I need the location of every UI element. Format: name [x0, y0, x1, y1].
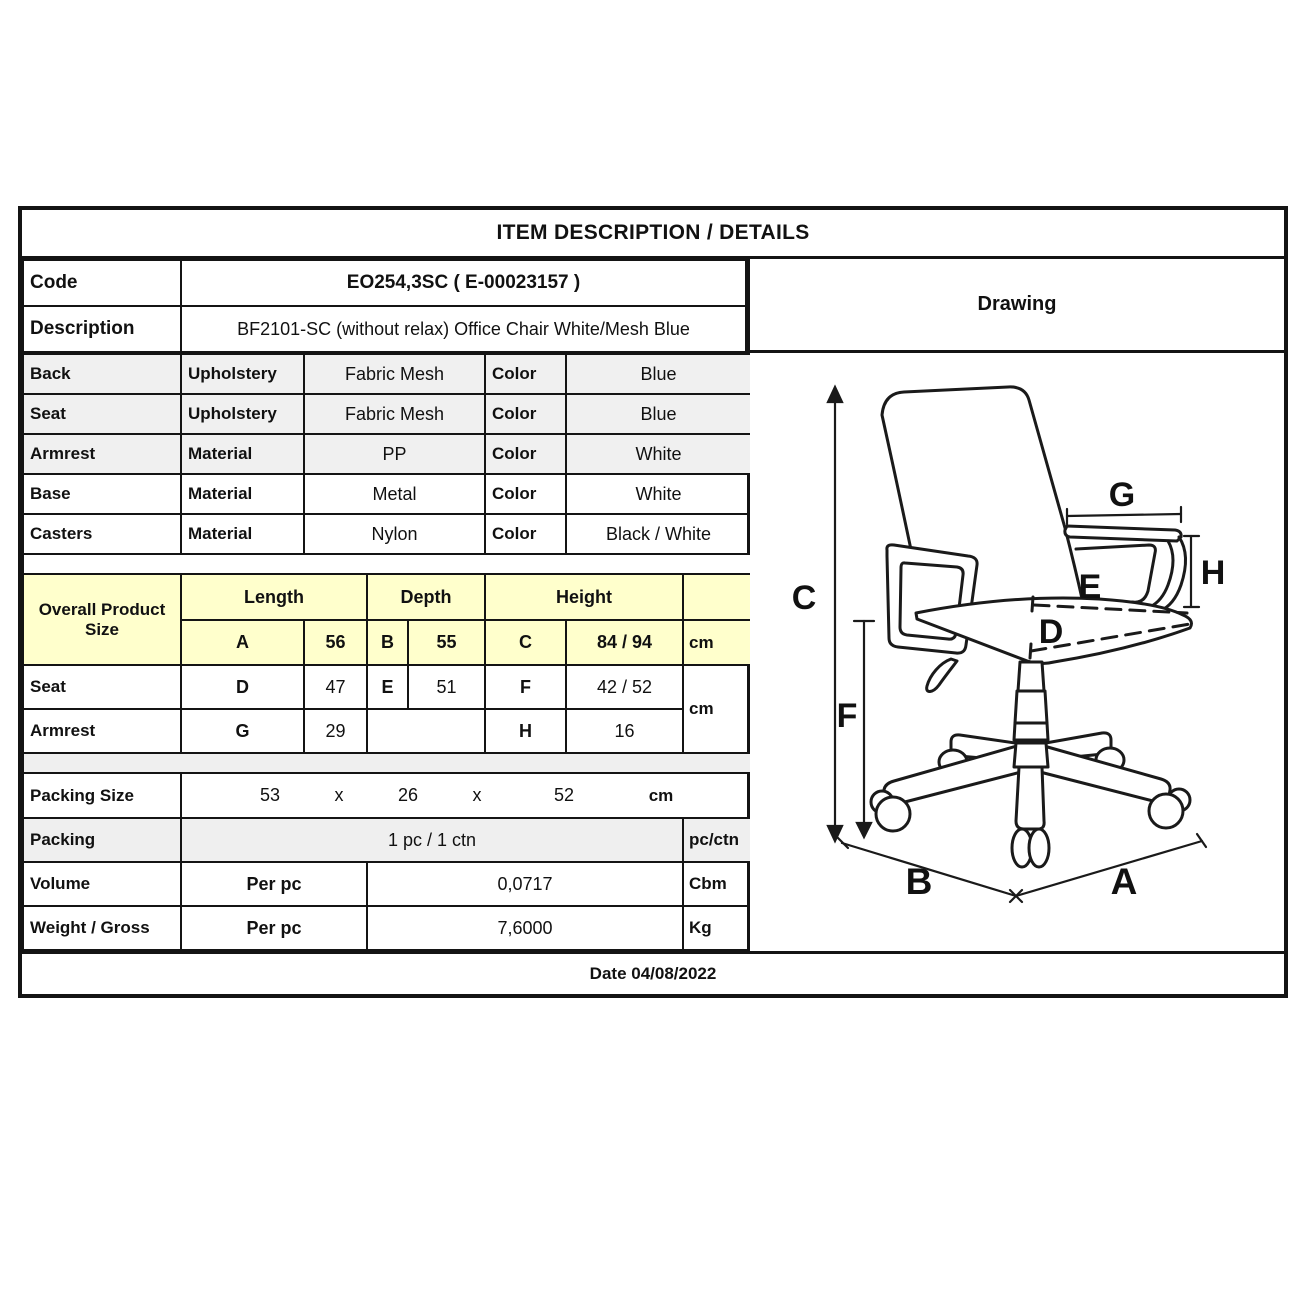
- dim-letter-b: B: [367, 620, 408, 665]
- gas-lift-mid: [1015, 691, 1047, 723]
- base-leg-front: [1016, 767, 1044, 829]
- gas-lift-top: [1018, 662, 1044, 691]
- overall-size-label: Overall Product Size: [23, 574, 181, 665]
- code-value: EO254,3SC ( E-00023157 ): [181, 260, 746, 306]
- part-label: Armrest: [23, 434, 181, 474]
- material-value: Nylon: [304, 514, 485, 554]
- empty-cell: [367, 709, 485, 753]
- seat-size-label: Seat: [23, 665, 181, 709]
- material-value: Fabric Mesh: [304, 354, 485, 394]
- dim-letter-a: A: [181, 620, 304, 665]
- dim-value-f: 42 / 52: [566, 665, 683, 709]
- weight-row: [23, 906, 751, 950]
- pack-dim-3: 52: [553, 785, 575, 805]
- color-label: Color: [485, 434, 566, 474]
- volume-label: Volume: [23, 862, 181, 906]
- height-header: Height: [485, 574, 683, 620]
- gas-lift-base: [1014, 723, 1048, 740]
- unit-cm: cm: [683, 620, 751, 665]
- sheet-title: ITEM DESCRIPTION / DETAILS: [22, 210, 1284, 259]
- color-value: Black / White: [566, 514, 751, 554]
- dim-label-d: D: [1038, 613, 1064, 651]
- dim-letter-c: C: [485, 620, 566, 665]
- arrow-down: [857, 823, 871, 837]
- empty-cell: [683, 574, 751, 620]
- dim-letter-g: G: [181, 709, 304, 753]
- material-value: PP: [304, 434, 485, 474]
- dim-letter-f: F: [485, 665, 566, 709]
- spec-sheet: [18, 206, 1288, 998]
- part-label: Base: [23, 474, 181, 514]
- volume-row: [23, 862, 751, 906]
- dim-letter-h: H: [485, 709, 566, 753]
- dim-value-h: 16: [566, 709, 683, 753]
- dim-value-e: 51: [408, 665, 485, 709]
- dim-tick: [1030, 644, 1031, 658]
- dim-label-b: B: [905, 861, 933, 902]
- arrow-up: [828, 387, 842, 402]
- packing-size-value: [181, 773, 751, 818]
- table-row-casters: [23, 514, 751, 554]
- length-header: Length: [181, 574, 367, 620]
- attr-label: Material: [181, 514, 304, 554]
- dim-tick: [1197, 834, 1206, 847]
- dim-tick: [1032, 597, 1033, 611]
- weight-per: Per pc: [181, 906, 367, 950]
- volume-value: 0,0717: [367, 862, 683, 906]
- armrest-size-row: [23, 709, 751, 753]
- description-value: BF2101-SC (without relax) Office Chair White/Mesh Blue: [181, 306, 746, 352]
- table-row-base: [23, 474, 751, 514]
- packing-row: [23, 818, 751, 862]
- packing-unit: pc/ctn: [683, 818, 751, 862]
- pack-x: x: [472, 785, 482, 805]
- dim-label-h: H: [1200, 554, 1226, 592]
- caster-wheel: [1149, 794, 1183, 828]
- color-value: Blue: [566, 354, 751, 394]
- spacer-row: [23, 753, 751, 773]
- drawing-canvas: [750, 353, 1284, 951]
- dim-value-g: 29: [304, 709, 367, 753]
- description-label: Description: [23, 306, 181, 352]
- table-row-seat: [23, 394, 751, 434]
- tilt-lever: [927, 659, 957, 692]
- dim-value-a: 56: [304, 620, 367, 665]
- packing-value: 1 pc / 1 ctn: [181, 818, 683, 862]
- code-label: Code: [23, 260, 181, 306]
- right-armrest-pad: [1065, 526, 1181, 541]
- depth-header: Depth: [367, 574, 485, 620]
- dim-label-f: F: [836, 697, 858, 735]
- spec-tables: [22, 353, 750, 951]
- dim-letter-e: E: [367, 665, 408, 709]
- dim-tick: [837, 837, 848, 848]
- color-label: Color: [485, 474, 566, 514]
- size-header-row: [23, 574, 751, 620]
- table-row-armrest: [23, 434, 751, 474]
- weight-value: 7,6000: [367, 906, 683, 950]
- armrest-size-label: Armrest: [23, 709, 181, 753]
- dim-label-a: A: [1110, 861, 1138, 902]
- pack-dim-1: 53: [259, 785, 281, 805]
- color-value: Blue: [566, 394, 751, 434]
- part-label: Casters: [23, 514, 181, 554]
- date-row: Date 04/08/2022: [22, 951, 1284, 994]
- attr-label: Upholstery: [181, 394, 304, 434]
- dim-label-g: G: [1108, 476, 1136, 514]
- pack-dim-2: 26: [397, 785, 419, 805]
- color-label: Color: [485, 514, 566, 554]
- weight-label: Weight / Gross: [23, 906, 181, 950]
- volume-unit: Cbm: [683, 862, 751, 906]
- table-row-back: [23, 354, 751, 394]
- pack-x: x: [334, 785, 344, 805]
- material-value: Metal: [304, 474, 485, 514]
- part-label: Seat: [23, 394, 181, 434]
- color-label: Color: [485, 394, 566, 434]
- attr-label: Material: [181, 474, 304, 514]
- dim-line-g: [1067, 514, 1181, 516]
- drawing-header: Drawing: [750, 259, 1284, 353]
- right-armrest-support-inner: [1150, 541, 1173, 607]
- volume-per: Per pc: [181, 862, 367, 906]
- packing-size-label: Packing Size: [23, 773, 181, 818]
- weight-unit: Kg: [683, 906, 751, 950]
- color-value: White: [566, 474, 751, 514]
- chair-drawing: [750, 353, 1284, 945]
- caster-wheel: [1029, 829, 1049, 867]
- unit-cm: cm: [683, 665, 751, 753]
- dim-letter-d: D: [181, 665, 304, 709]
- spacer-row: [23, 554, 751, 574]
- dim-label-e: E: [1078, 568, 1102, 606]
- dim-value-d: 47: [304, 665, 367, 709]
- packing-label: Packing: [23, 818, 181, 862]
- caster-wheel: [876, 797, 910, 831]
- packing-size-row: [23, 773, 751, 818]
- attr-label: Upholstery: [181, 354, 304, 394]
- dim-label-c: C: [791, 579, 817, 617]
- dim-value-b: 55: [408, 620, 485, 665]
- dim-value-c: 84 / 94: [566, 620, 683, 665]
- part-label: Back: [23, 354, 181, 394]
- seat-size-row: [23, 665, 751, 709]
- color-value: White: [566, 434, 751, 474]
- color-label: Color: [485, 354, 566, 394]
- attr-label: Material: [181, 434, 304, 474]
- code-description-block: [22, 259, 750, 353]
- pack-unit: cm: [648, 785, 674, 805]
- material-value: Fabric Mesh: [304, 394, 485, 434]
- base-hub: [1014, 743, 1048, 767]
